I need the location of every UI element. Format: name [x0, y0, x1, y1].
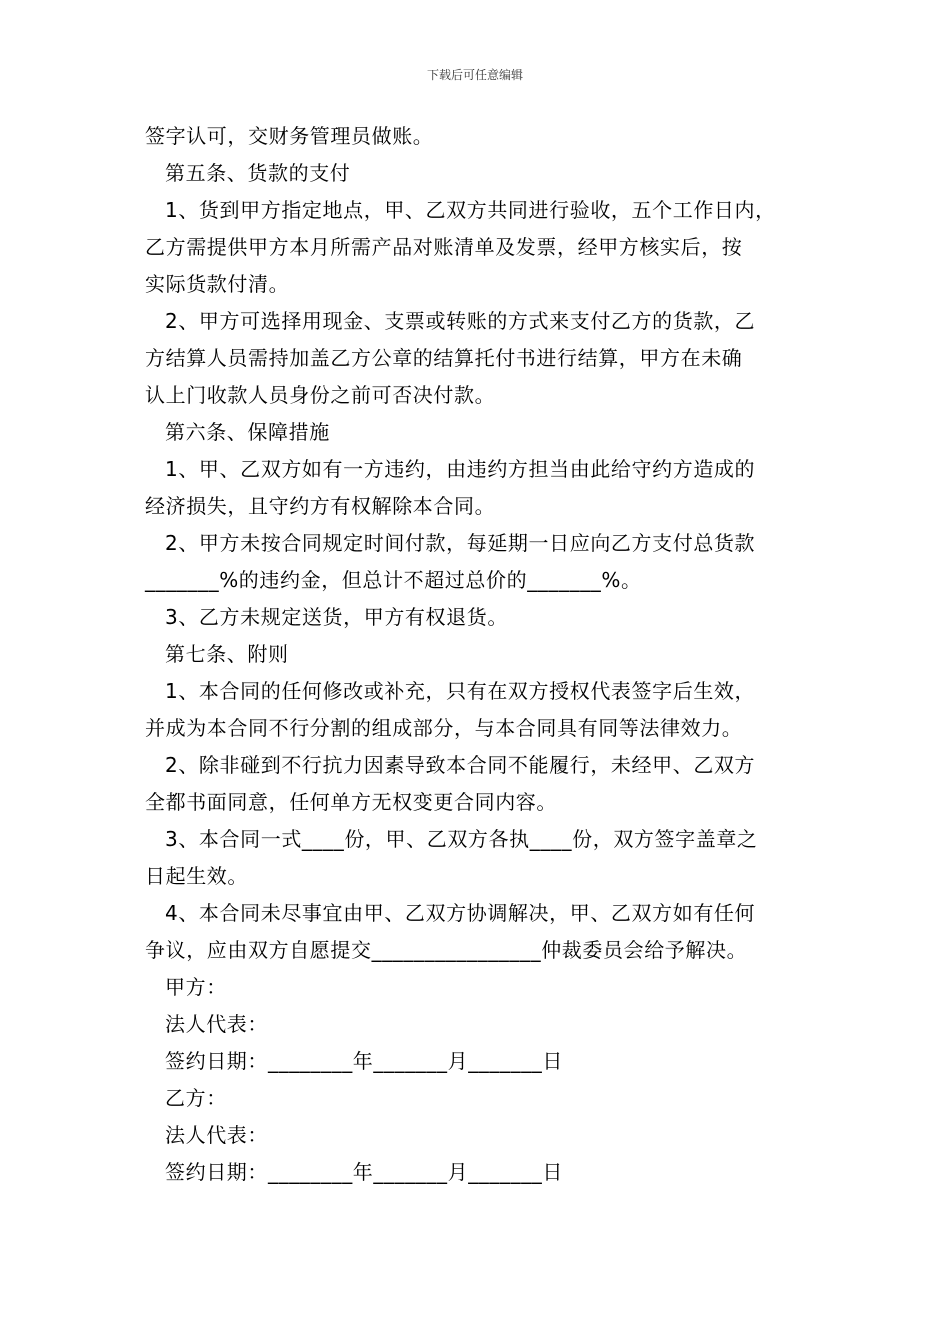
- text-line: 签字认可，交财务管理员做账。: [145, 124, 434, 148]
- text-line: 乙方：: [165, 1086, 227, 1110]
- text-line: 日起生效。: [145, 864, 248, 888]
- text-line: 实际货款付清。: [145, 272, 290, 296]
- text-line: 3、乙方未规定送货，甲方有权退货。: [165, 605, 508, 629]
- text-line: 1、甲、乙双方如有一方违约，由违约方担当由此给守约方造成的: [165, 457, 756, 481]
- text-line: 法人代表：: [165, 1123, 268, 1147]
- text-line: 3、本合同一式____份，甲、乙双方各执____份，双方签字盖章之: [165, 827, 758, 851]
- text-line: _______%的违约金，但总计不超过总价的_______%。: [145, 568, 642, 592]
- text-line: 第七条、附则: [165, 642, 289, 666]
- document-body: [145, 118, 815, 1191]
- text-line: 1、货到甲方指定地点，甲、乙双方共同进行验收，五个工作日内，: [165, 198, 776, 222]
- text-line: 甲方：: [165, 975, 227, 999]
- text-line: 签约日期：________年_______月_______日: [165, 1160, 563, 1184]
- text-line: 1、本合同的任何修改或补充，只有在双方授权代表签字后生效，: [165, 679, 756, 703]
- text-line: 争议，应由双方自愿提交________________仲裁委员会给予解决。: [145, 938, 748, 962]
- text-line: 2、甲方可选择用现金、支票或转账的方式来支付乙方的货款，乙: [165, 309, 756, 333]
- text-line: 4、本合同未尽事宜由甲、乙双方协调解决，甲、乙双方如有任何: [165, 901, 756, 925]
- text-line: 全都书面同意，任何单方无权变更合同内容。: [145, 790, 557, 814]
- text-line: 第五条、货款的支付: [165, 161, 351, 185]
- text-line: 第六条、保障措施: [165, 420, 330, 444]
- text-line: 乙方需提供甲方本月所需产品对账清单及发票，经甲方核实后，按: [145, 235, 743, 259]
- text-line: 2、甲方未按合同规定时间付款，每延期一日应向乙方支付总货款: [165, 531, 756, 555]
- text-line: 签约日期：________年_______月_______日: [165, 1049, 563, 1073]
- text-line: 方结算人员需持加盖乙方公章的结算托付书进行结算，甲方在未确: [145, 346, 743, 370]
- text-line: 并成为本合同不行分割的组成部分，与本合同具有同等法律效力。: [145, 716, 743, 740]
- text-line: 法人代表：: [165, 1012, 268, 1036]
- page-header: 下载后可任意编辑: [426, 68, 523, 82]
- text-line: 经济损失，且守约方有权解除本合同。: [145, 494, 496, 518]
- text-line: 认上门收款人员身份之前可否决付款。: [145, 383, 496, 407]
- text-line: 2、除非碰到不行抗力因素导致本合同不能履行，未经甲、乙双方: [165, 753, 756, 777]
